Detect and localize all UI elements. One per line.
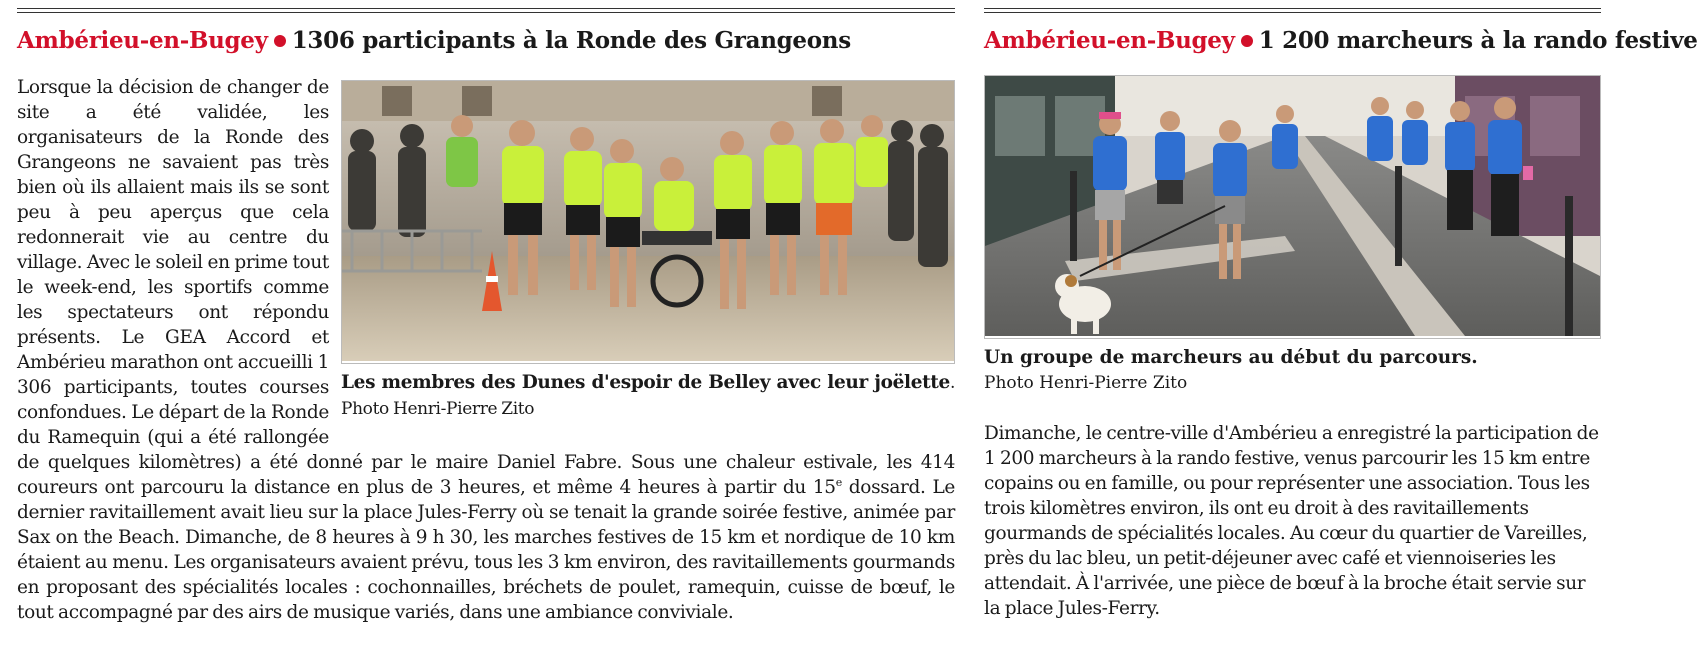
article-ronde-des-grangeons	[17, 0, 955, 625]
photo-runners	[341, 80, 955, 364]
photo-walkers	[984, 75, 1601, 339]
article-body: Dimanche, le centre-ville d'Ambérieu a enregistré la participation de 1 200 marcheurs à la rando festive, venus parcourir les 15 km entre copains ou en famille, ou pour représenter une association. Tous les trois kilomètres environ, ils ont eu droit à des ravitaillements gourmands de spécialités locales. Au cœur du quartier de Vareilles, près du lac bleu, un petit-déjeuner avec café et viennoiseries les attendait. À l'arrivée, une pièce de bœuf à la broche était servie sur la place Jules-Ferry.	[984, 423, 1599, 619]
caption-credit: . Photo Henri-Pierre Zito	[341, 373, 955, 419]
article-headline	[17, 26, 955, 56]
body-text-part2: dossard. Le dernier ravitaillement avait lieu sur la place Jules-Ferry où se tenait la grande soirée festive, animée par Sax on the Beach. Dimanche, de 8 heures à 9 h 30, les marches festives de 15 km et nordique de 10 km étaient au menu. Les organisateurs avaient prévu, tous les 3 km environ, des ravitaillements gourmands en proposant des spécialités locales : cochonnailles, bréchets de poulet, ramequin, cuisse de bœuf, le tout accompagné par des airs de musique variés, dans une ambiance conviviale.	[17, 477, 955, 623]
headline-title: 1306 participants à la Ronde des Grangeons	[291, 27, 851, 54]
caption-credit: Photo Henri-Pierre Zito	[984, 373, 1188, 393]
body-text-part1: Lorsque la décision de changer de site a été validée, les organisateurs de la Ronde des Grangeons ne savaient pas très bien où ils allaient mais ils se sont peu à peu aperçus que cela redonnerait vie au centre du village. Avec le soleil en prime tout le week-end, les sportifs comme les spectateurs ont répondu présents. Le GEA Accord et Ambérieu marathon ont accueilli 1 306 participants, toutes courses confondues. Le départ de la Ronde du Ramequin (qui a été rallongée de quelques kilomètres) a été donné par le maire Daniel Fabre. Sous une chaleur estivale, les 414 coureurs ont parcouru la distance en plus de 3 heures, et même 4 heures à partir du 15	[17, 77, 955, 498]
article-headline	[984, 26, 1698, 56]
runners-illustration	[342, 81, 954, 361]
headline-location: Ambérieu-en-Bugey	[17, 27, 268, 54]
article-body	[17, 75, 955, 625]
headline-title: 1 200 marcheurs à la rando festive	[1258, 27, 1698, 54]
top-rule	[17, 8, 955, 13]
article-rando-festive	[984, 0, 1698, 621]
bullet-dot-icon	[274, 35, 286, 47]
caption-title: Les membres des Dunes d'espoir de Belley avec leur joëlette	[341, 372, 950, 393]
caption-title: Un groupe de marcheurs au début du parcours.	[984, 347, 1478, 368]
photo-caption	[984, 345, 1601, 395]
photo-caption	[341, 370, 955, 422]
bullet-dot-icon	[1241, 35, 1253, 47]
top-rule	[984, 8, 1601, 13]
walkers-illustration	[985, 76, 1600, 336]
photo-block	[341, 80, 955, 422]
headline-location: Ambérieu-en-Bugey	[984, 27, 1235, 54]
body-superscript: e	[835, 475, 842, 489]
